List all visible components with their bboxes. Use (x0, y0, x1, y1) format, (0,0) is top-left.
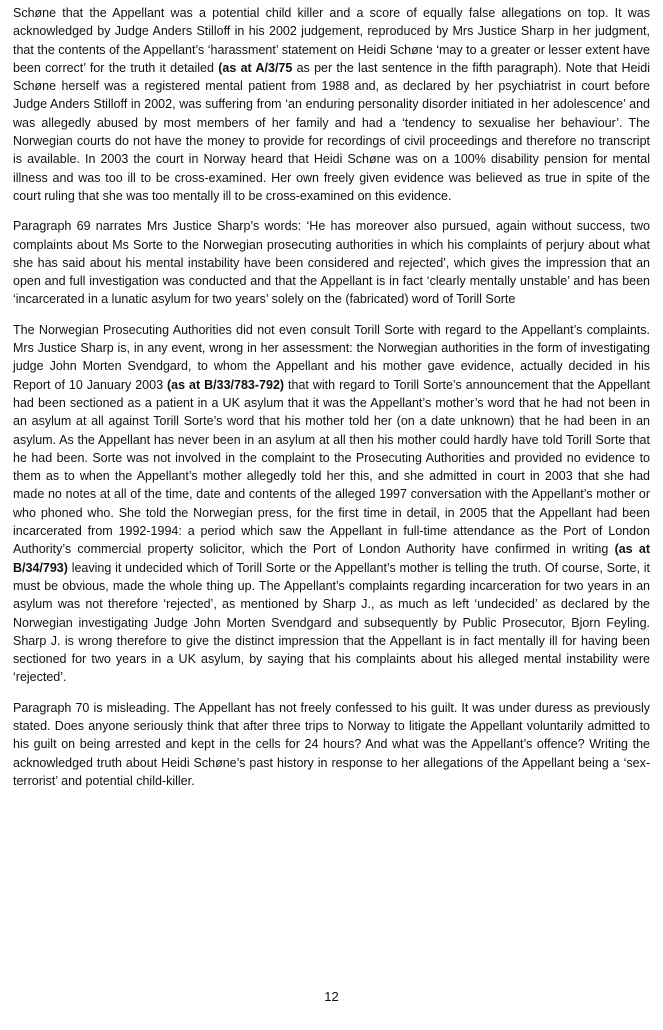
paragraph-4 (13, 699, 650, 790)
paragraph-1-citation: (as at A/3/75 (218, 60, 293, 75)
paragraph-1-text-a: Schøne that the Appellant was a potential child killer and a score of equally false allegations on top. It was acknowledged by Judge Anders Stilloff in his 2002 judgement, reproduced by Mrs Justice Sharp in her judgment, that the contents of the Appellant’s ‘harassment’ statement on Heidi Schøne ‘may to a greater or lesser extent have been correct’ for the truth it detailed (13, 6, 650, 75)
paragraph-2-text: Paragraph 69 narrates Mrs Justice Sharp’s words: ‘He has moreover also pursued, again without success, two complaints about Ms Sorte to the Norwegian prosecuting authorities in which his complaints of perjury about what she has said about his mental instability have been considered and rejected’, which gives the impression that an open and full investigation was conducted and that the Appellant is in fact ‘clearly mentally unstable’ and has been ‘incarcerated in a lunatic asylum for two years’ solely on the (fabricated) word of Torill Sorte (13, 219, 650, 307)
paragraph-3-text-a: The Norwegian Prosecuting Authorities did not even consult Torill Sorte with regard to the Appellant’s complaints. Mrs Justice Sharp is, in any event, wrong in her assessment: the Norwegian authorities in the form of investigating judge John Morten Svendgard, to whom the Appellant and his mother gave evidence, actually decided in his Report of 10 January 2003 (13, 322, 650, 392)
paragraph-3-citation-2: (as at B/34/793) (13, 542, 651, 575)
paragraph-3 (13, 321, 650, 687)
paragraph-3-text-c: leaving it undecided which of Torill Sorte or the Appellant’s mother is telling the truth. Of course, Sorte, it must be obvious, made the whole thing up. The Appellant’s complaints regarding incarceration for two years in an asylum was not therefore ‘rejected’, as mentioned by Sharp J., as much as left ‘undecided’ as declared by the Norwegian investigating Judge John Morten Svendgard and subsequently by Public Prosecutor, Bjorn Feyling. Sharp J. is wrong therefore to give the distinct impression that the Appellant is in fact mentally ill for having been sectioned for two years in a UK asylum, by saying that his complaints about his alleged mental instability were ‘rejected’. (13, 560, 650, 685)
paragraph-2 (13, 217, 650, 308)
paragraph-3-citation-1: (as at B/33/783-792) (167, 377, 285, 392)
paragraph-1 (13, 4, 650, 205)
page-number: 12 (324, 989, 339, 1004)
paragraph-4-text: Paragraph 70 is misleading. The Appellant has not freely confessed to his guilt. It was under duress as previously stated. Does anyone seriously think that after three trips to Norway to litigate the Appellant voluntarily admitted to his guilt on being arrested and kept in the cells for 24 hours? And what was the Appellant’s offence? Writing the acknowledged truth about Heidi Schøne’s past history in response to her allegations of the Appellant being a ‘sex-terrorist’ and potential child-killer. (13, 700, 650, 788)
paragraph-3-text-b: that with regard to Torill Sorte’s announcement that the Appellant had been sectioned as a patient in a UK asylum that it was the Appellant’s mother’s word that he had not been in an asylum at all against Torill Sorte’s word that his mother told her (on a date unknown) that he had been in an asylum. As the Appellant has never been in an asylum at all then his mother could hardly have told Torill Sorte that he had been. Sorte was not involved in the complaint to the Prosecuting Authorities and provided no evidence to them as to when the Appellant’s mother allegedly told her this, and she admitted in court in 2003 that she had made no notes at all of the time, date and contents of the alleged 1997 conversation with the Appellant’s mother or who phoned who. She told the Norwegian press, for the first time in detail, in 2005 that the Appellant had been incarcerated from 1992-1994: a period which saw the Appellant in full-time attendance as the Port of London Authority’s commercial property solicitor, which the Port of London Authority have confirmed in writing (13, 377, 650, 557)
paragraph-1-text-b: as per the last sentence in the fifth paragraph). Note that Heidi Schøne herself was a registered mental patient from 1988 and, as declared by her psychiatrist in court before Judge Anders Stilloff in 2002, was suffering from ‘an enduring personality disorder initiated in her adolescence’ and was allegedly abused by most members of her family and had a ‘tendency to sexualise her behaviour’. The Norwegian courts do not have the money to provide for recordings of civil proceedings and therefore no transcript is available. In 2003 the court in Norway heard that Heidi Schøne was on a 100% disability pension for mental illness and was too ill to be cross-examined. Her own freely given evidence was believed as true in spite of the court ruling that she was too mentally ill to be cross-examined on this evidence. (13, 60, 651, 203)
